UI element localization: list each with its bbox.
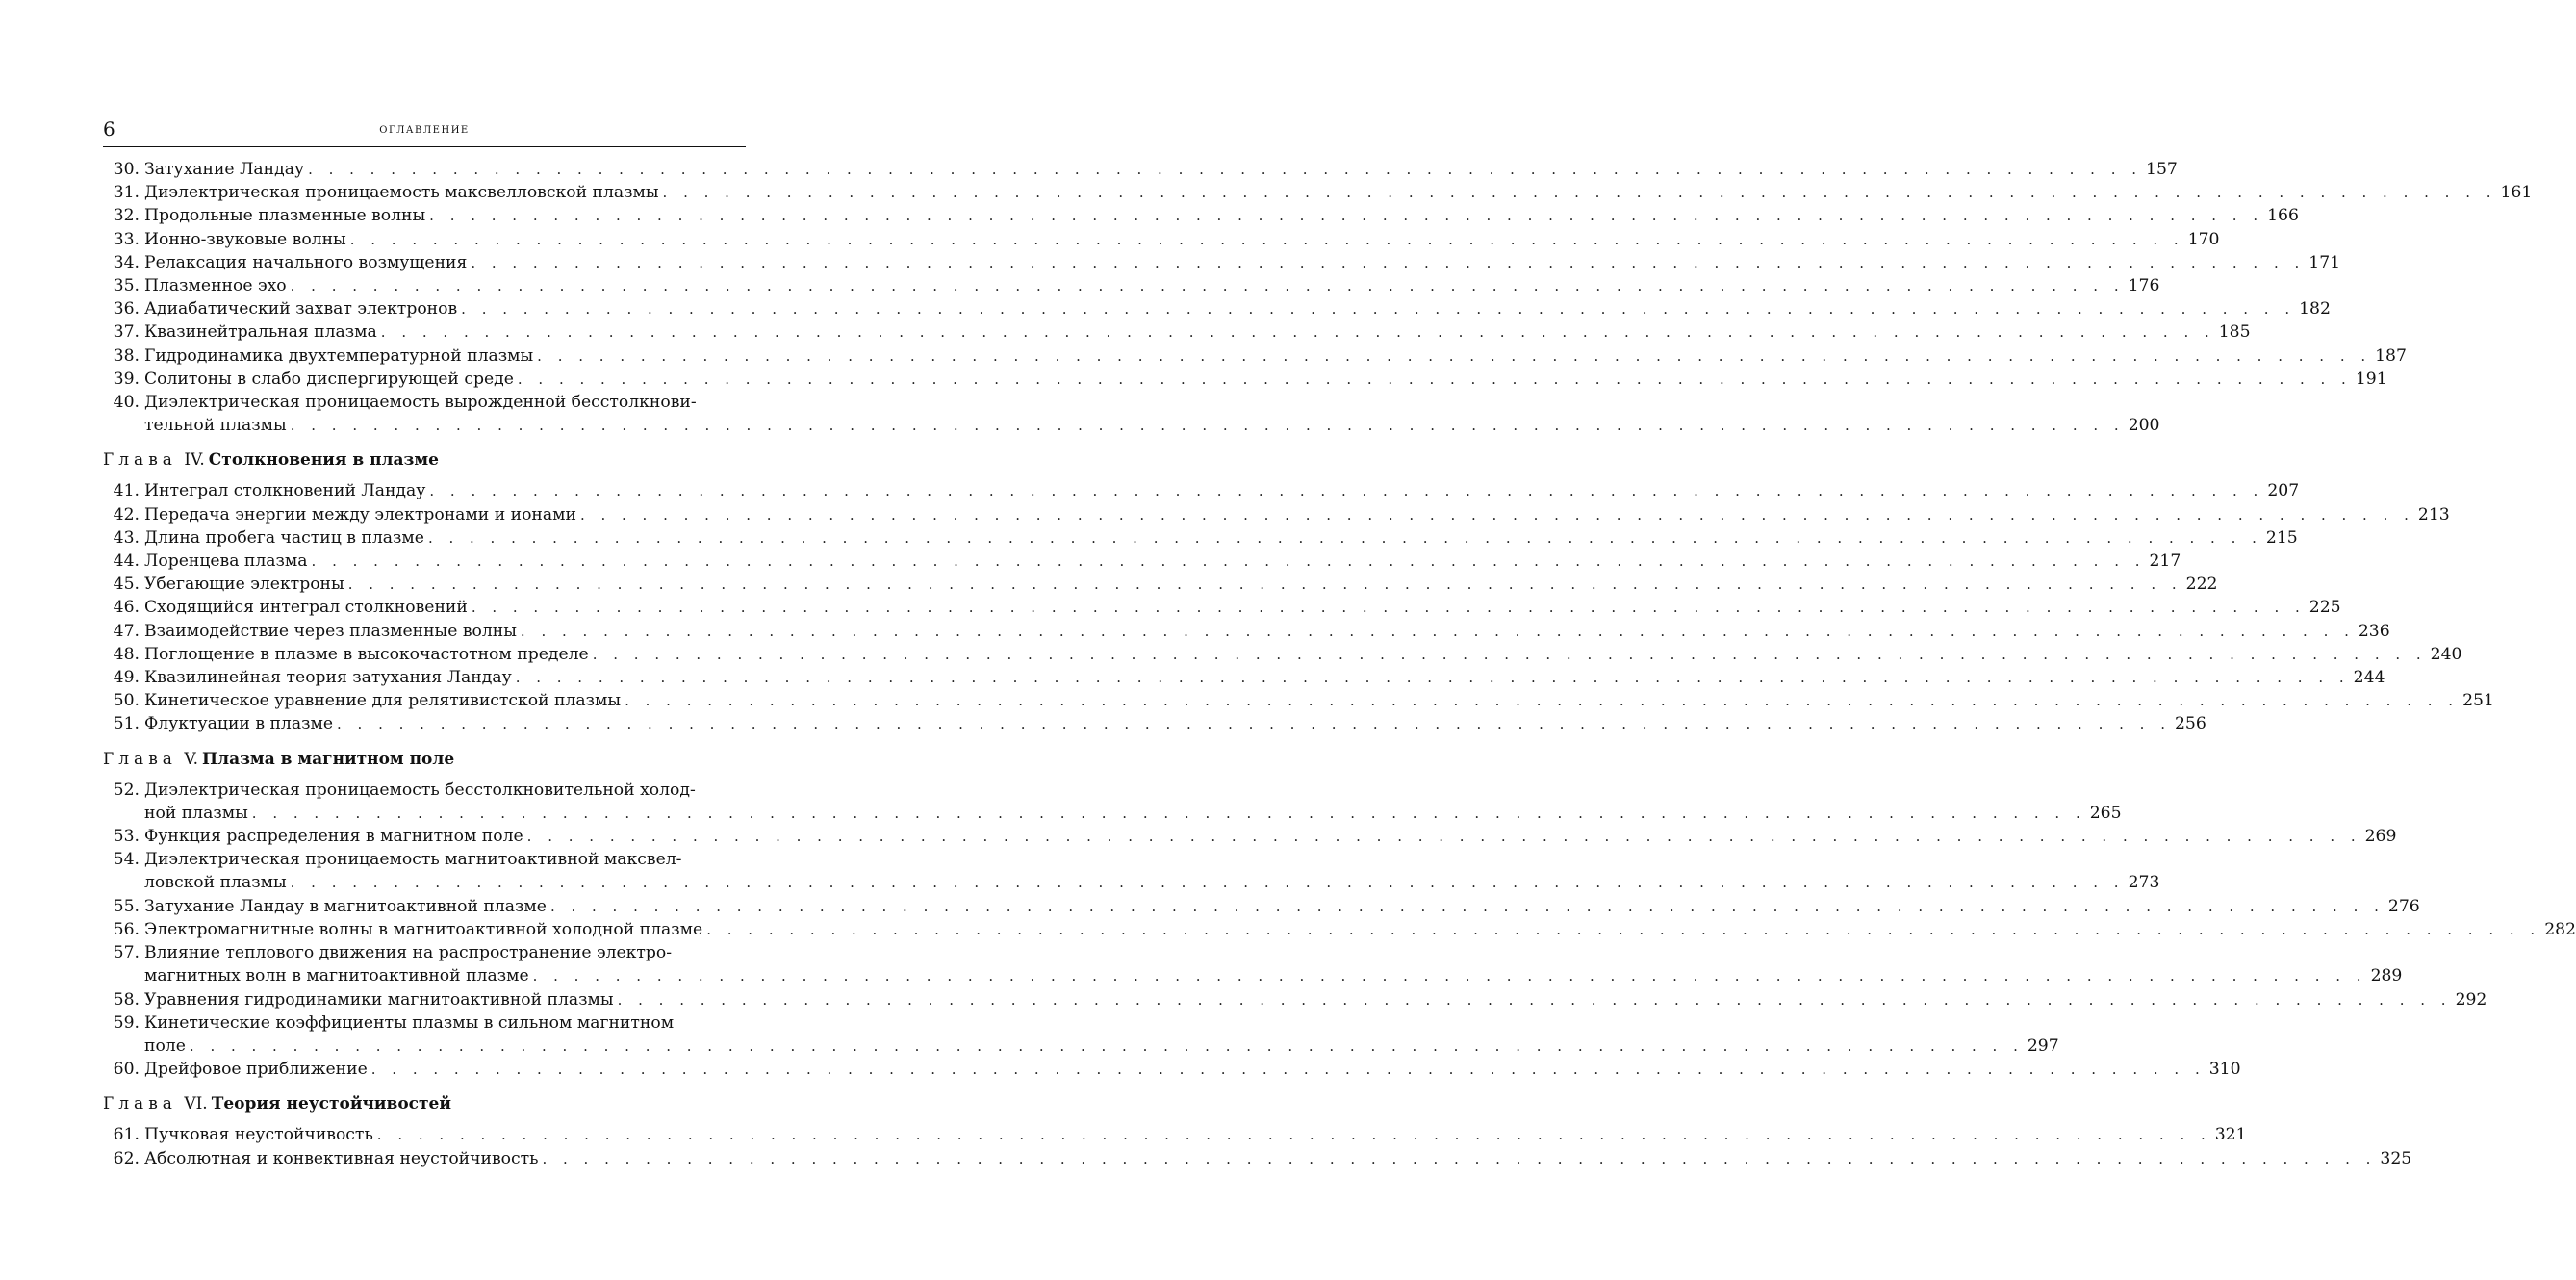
page-ref: 321 — [2214, 1125, 2247, 1145]
section-number: 48. — [113, 644, 140, 664]
dot-leader — [377, 1123, 2211, 1146]
section-title: Абсолютная и конвективная неустойчивость — [144, 1148, 539, 1168]
dot-leader — [663, 181, 2497, 204]
section-title: Дрейфовое приближение — [144, 1060, 368, 1080]
dot-leader — [252, 802, 2086, 825]
dot-leader — [618, 988, 2452, 1011]
dot-leader — [518, 368, 2352, 391]
toc-entry[interactable] — [103, 391, 2160, 437]
page-ref: 213 — [2417, 504, 2450, 525]
section-title: Убегающие электроны — [144, 575, 344, 595]
toc-entry[interactable] — [103, 712, 2206, 735]
page-ref: 273 — [2128, 873, 2160, 893]
dot-leader — [308, 158, 2142, 181]
section-number: 41. — [113, 481, 140, 501]
section-title: Длина пробега частиц в плазме — [144, 527, 424, 548]
section-number: 58. — [113, 989, 140, 1010]
page-ref: 325 — [2380, 1148, 2412, 1168]
section-title: Передача энергии между электронами и ионами — [144, 504, 576, 525]
toc-entry[interactable] — [103, 1123, 2247, 1146]
toc-entry[interactable] — [103, 297, 2331, 320]
section-title: ловской плазмы — [144, 873, 287, 893]
section-title: Адиабатический захват электронов — [144, 299, 458, 320]
section-number: 54. — [113, 850, 140, 870]
page-ref: 292 — [2455, 989, 2487, 1010]
running-title: оглавление — [379, 121, 470, 137]
section-title: Солитоны в слабо диспергирующей среде — [144, 369, 514, 389]
chapter-label: Глава — [103, 749, 177, 769]
page-ref: 225 — [2308, 598, 2341, 618]
section-title-first-line: Влияние теплового движения на распространение электро- — [144, 943, 673, 963]
page-ref: 256 — [2174, 714, 2206, 734]
page-ref: 166 — [2267, 206, 2299, 226]
page-ref: 200 — [2128, 416, 2160, 436]
section-title: поле — [144, 1036, 186, 1056]
dot-leader — [593, 643, 2427, 666]
section-title: тельной плазмы — [144, 416, 287, 436]
page-ref: 176 — [2128, 276, 2160, 296]
section-number: 30. — [113, 160, 140, 179]
section-number: 46. — [113, 598, 140, 618]
section-number: 40. — [113, 393, 140, 413]
chapter-title: Столкновения в плазме — [208, 450, 439, 471]
page-ref: 182 — [2299, 299, 2331, 320]
toc-entry[interactable] — [103, 620, 2390, 643]
toc-entry[interactable] — [103, 503, 2450, 526]
section-title: Уравнения гидродинамики магнитоактивной плазмы — [144, 989, 614, 1010]
section-number: 38. — [113, 346, 140, 366]
section-title-first-line: Диэлектрическая проницаемость бесстолкновительной холод- — [144, 780, 696, 800]
chapter-number: V. — [184, 749, 199, 769]
page-ref: 269 — [2364, 827, 2397, 847]
chapter-heading[interactable] — [103, 1092, 746, 1115]
section-number: 34. — [113, 252, 140, 272]
section-title: Взаимодействие через плазменные волны — [144, 621, 517, 641]
dot-leader — [190, 1035, 2024, 1058]
chapter-heading[interactable] — [103, 748, 746, 771]
section-title-first-line: Диэлектрическая проницаемость вырожденной бесстолкнови- — [144, 393, 697, 413]
section-title: Затухание Ландау в магнитоактивной плазме — [144, 896, 547, 916]
toc-entry[interactable] — [103, 1011, 2059, 1058]
page-ref: 185 — [2218, 322, 2251, 343]
toc-entry[interactable] — [103, 573, 2218, 596]
page-ref: 282 — [2544, 919, 2576, 939]
section-number: 61. — [113, 1125, 140, 1145]
toc-entry[interactable] — [103, 158, 2178, 181]
page-number: 6 — [103, 117, 115, 141]
toc-entry[interactable] — [103, 479, 2300, 502]
page-ref: 157 — [2146, 160, 2178, 179]
page-ref: 265 — [2089, 803, 2122, 823]
section-number: 62. — [113, 1148, 140, 1168]
dot-leader — [533, 964, 2367, 987]
section-title: Диэлектрическая проницаемость максвелловской плазмы — [144, 183, 659, 203]
section-number: 31. — [113, 183, 140, 203]
section-number: 43. — [113, 527, 140, 548]
page-ref: 215 — [2265, 527, 2298, 548]
section-title: Сходящийся интеграл столкновений — [144, 598, 468, 618]
dot-leader — [706, 918, 2540, 941]
section-number: 60. — [113, 1060, 140, 1080]
section-title: Квазинейтральная плазма — [144, 322, 377, 343]
page-ref: 236 — [2358, 621, 2390, 641]
dot-leader — [516, 666, 2350, 689]
section-title: Функция распределения в магнитном поле — [144, 827, 523, 847]
page-ref: 244 — [2353, 668, 2385, 688]
dot-leader — [312, 550, 2146, 573]
page-ref: 170 — [2187, 229, 2220, 249]
section-title: Электромагнитные волны в магнитоактивной холодной плазме — [144, 919, 703, 939]
page-ref: 217 — [2149, 551, 2181, 572]
page-ref: 240 — [2430, 644, 2462, 664]
toc-entry[interactable] — [103, 848, 2160, 894]
page-ref: 289 — [2370, 966, 2403, 986]
toc-entry[interactable] — [103, 689, 2494, 712]
dot-leader — [537, 345, 2371, 368]
dot-leader — [542, 1147, 2376, 1170]
toc-entry[interactable] — [103, 181, 2533, 204]
page-ref: 191 — [2355, 369, 2387, 389]
page-ref: 207 — [2267, 481, 2300, 501]
section-number: 55. — [113, 896, 140, 916]
toc-entry[interactable] — [103, 550, 2181, 573]
section-number: 32. — [113, 206, 140, 226]
chapter-title: Плазма в магнитном поле — [202, 749, 455, 769]
toc-entry[interactable] — [103, 596, 2341, 619]
toc-entry[interactable] — [103, 941, 2403, 987]
section-title: Плазменное эхо — [144, 276, 287, 296]
toc-entry[interactable] — [103, 918, 2576, 941]
toc-entry[interactable] — [103, 251, 2341, 274]
section-number: 53. — [113, 827, 140, 847]
section-number: 33. — [113, 229, 140, 249]
dot-leader — [429, 204, 2263, 227]
dot-leader — [348, 573, 2182, 596]
section-title: Поглощение в плазме в высокочастотном пределе — [144, 644, 589, 664]
section-number: 36. — [113, 299, 140, 320]
dot-leader — [429, 479, 2263, 502]
section-title: магнитных волн в магнитоактивной плазме — [144, 966, 529, 986]
chapter-number: VI. — [184, 1094, 208, 1114]
section-number: 47. — [113, 621, 140, 641]
section-title: ной плазмы — [144, 803, 248, 823]
section-title: Гидродинамика двухтемпературной плазмы — [144, 346, 534, 366]
page-ref: 161 — [2500, 183, 2533, 203]
page-ref: 251 — [2462, 691, 2494, 711]
dot-leader — [461, 297, 2295, 320]
section-title: Флуктуации в плазме — [144, 714, 334, 734]
dot-leader — [625, 689, 2459, 712]
chapter-title: Теория неустойчивостей — [211, 1094, 451, 1114]
dot-leader — [291, 871, 2125, 894]
toc-entry[interactable] — [103, 988, 2487, 1011]
section-title: Кинетическое уравнение для релятивистской плазмы — [144, 691, 622, 711]
toc-entry[interactable] — [103, 204, 2299, 227]
dot-leader — [471, 251, 2305, 274]
toc-entry[interactable] — [103, 368, 2387, 391]
section-number: 49. — [113, 668, 140, 688]
toc-entry[interactable] — [103, 1058, 2241, 1081]
dot-leader — [521, 620, 2355, 643]
section-title: Квазилинейная теория затухания Ландау — [144, 668, 512, 688]
section-number: 50. — [113, 691, 140, 711]
page-ref: 171 — [2308, 252, 2341, 272]
section-title: Затухание Ландау — [144, 160, 305, 179]
toc-entry[interactable] — [103, 228, 2220, 251]
toc-entry[interactable] — [103, 825, 2397, 848]
section-number: 44. — [113, 551, 140, 572]
dot-leader — [472, 596, 2306, 619]
dot-leader — [371, 1058, 2206, 1081]
section-title: Интеграл столкновений Ландау — [144, 481, 426, 501]
dot-leader — [291, 414, 2125, 437]
page-ref: 222 — [2185, 575, 2218, 595]
dot-leader — [291, 274, 2125, 297]
toc-entry[interactable] — [103, 345, 2407, 368]
toc-entry[interactable] — [103, 1147, 2412, 1170]
toc-entry[interactable] — [103, 895, 2420, 918]
section-title-first-line: Диэлектрическая проницаемость магнитоактивной максвел- — [144, 850, 682, 870]
dot-leader — [428, 526, 2262, 550]
section-number: 35. — [113, 276, 140, 296]
section-number: 52. — [113, 780, 140, 800]
section-number: 59. — [113, 1012, 140, 1033]
section-title: Релаксация начального возмущения — [144, 252, 468, 272]
chapter-label: Глава — [103, 1094, 177, 1114]
dot-leader — [527, 825, 2361, 848]
toc-entry[interactable] — [103, 779, 2122, 825]
dot-leader — [580, 503, 2414, 526]
section-number: 45. — [113, 575, 140, 595]
section-title: Лоренцева плазма — [144, 551, 308, 572]
section-title-first-line: Кинетические коэффициенты плазмы в сильном магнитном — [144, 1012, 675, 1033]
table-of-contents — [103, 158, 2576, 1170]
toc-entry[interactable] — [103, 526, 2298, 550]
section-number: 57. — [113, 943, 140, 963]
dot-leader — [381, 320, 2215, 344]
toc-entry[interactable] — [103, 274, 2160, 297]
dot-leader — [337, 712, 2171, 735]
dot-leader — [350, 228, 2184, 251]
dot-leader — [550, 895, 2385, 918]
section-title: Ионно-звуковые волны — [144, 229, 346, 249]
section-number: 37. — [113, 322, 140, 343]
section-title: Продольные плазменные волны — [144, 206, 426, 226]
toc-entry[interactable] — [103, 643, 2462, 666]
page-ref: 297 — [2027, 1036, 2059, 1056]
section-number: 42. — [113, 504, 140, 525]
page-ref: 187 — [2375, 346, 2407, 366]
chapter-heading[interactable] — [103, 448, 746, 472]
chapter-label: Глава — [103, 450, 177, 471]
section-number: 39. — [113, 369, 140, 389]
page-header — [103, 114, 746, 147]
toc-entry[interactable] — [103, 666, 2385, 689]
page-ref: 310 — [2208, 1060, 2241, 1080]
page-ref: 276 — [2387, 896, 2420, 916]
toc-entry[interactable] — [103, 320, 2251, 344]
section-number: 51. — [113, 714, 140, 734]
section-title: Пучковая неустойчивость — [144, 1125, 373, 1145]
chapter-number: IV. — [184, 450, 205, 471]
section-number: 56. — [113, 919, 140, 939]
